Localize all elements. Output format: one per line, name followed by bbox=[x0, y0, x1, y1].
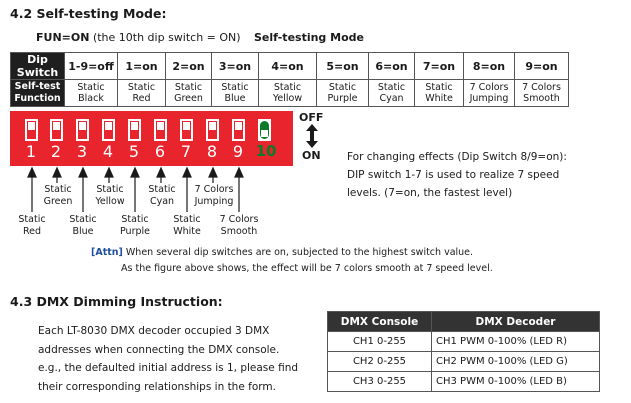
arrowhead bbox=[183, 168, 191, 177]
effects-line: DIP switch 1-7 is used to realize 7 speed bbox=[347, 169, 560, 181]
attn-text-2: As the figure above shows, the effect will be 7 colors smooth at 7 speed level. bbox=[121, 263, 493, 274]
section-title-self-testing: 4.2 Self-testing Mode: bbox=[10, 6, 167, 21]
label-static-green: Static Green bbox=[43, 184, 73, 207]
table-cell: CH1 PWM 0-100% (LED R) bbox=[432, 332, 600, 352]
table-cell: CH3 0-255 bbox=[328, 372, 432, 392]
table-header-cell: 3=on bbox=[212, 53, 259, 80]
fun-on-label: FUN=ON bbox=[36, 31, 90, 44]
label-static-red: Static Red bbox=[18, 214, 46, 237]
dmx-table bbox=[327, 311, 600, 392]
label-7-colors-smooth: 7 Colors Smooth bbox=[219, 214, 259, 237]
self-test-function-header: Self-test Function bbox=[11, 80, 65, 107]
fun-on-note: (the 10th dip switch = ON) bbox=[92, 31, 241, 44]
table-header-cell: 4=on bbox=[259, 53, 317, 80]
table-header-cell: 9=on bbox=[515, 53, 569, 80]
dip-number: 1 bbox=[25, 142, 37, 161]
arrowhead bbox=[79, 168, 87, 177]
arrowhead bbox=[105, 168, 113, 177]
arrowhead bbox=[209, 168, 217, 177]
table-cell: Static Cyan bbox=[369, 80, 415, 107]
dmx-console-header: DMX Console bbox=[328, 312, 432, 332]
arrowhead bbox=[53, 168, 61, 177]
dmx-paragraph-line: their corresponding relationships in the form. bbox=[38, 380, 276, 393]
arrowhead bbox=[28, 168, 36, 177]
table-cell: Static Blue bbox=[212, 80, 259, 107]
dip-number: 2 bbox=[50, 142, 62, 161]
dmx-paragraph-line: addresses when connecting the DMX console. bbox=[38, 343, 280, 356]
dip-switch-header: Dip Switch bbox=[11, 53, 65, 80]
label-static-blue: Static Blue bbox=[69, 214, 97, 237]
table-header-cell: 5=on bbox=[317, 53, 369, 80]
effects-line: levels. (7=on, the fastest level) bbox=[347, 187, 513, 199]
table-cell: CH1 0-255 bbox=[328, 332, 432, 352]
dip-number: 4 bbox=[102, 142, 114, 161]
arrowhead bbox=[157, 168, 165, 177]
table-row bbox=[328, 352, 600, 372]
section-title-dmx: 4.3 DMX Dimming Instruction: bbox=[10, 294, 223, 309]
table-row bbox=[328, 332, 600, 352]
table-header-cell: 1-9=off bbox=[65, 53, 118, 80]
label-static-white: Static White bbox=[173, 214, 201, 237]
label-static-yellow: Static Yellow bbox=[95, 184, 125, 207]
attn-text-1: When several dip switches are on, subjected to the highest switch value. bbox=[122, 247, 474, 258]
table-row bbox=[328, 372, 600, 392]
dip-number: 5 bbox=[128, 142, 140, 161]
dip-number: 6 bbox=[154, 142, 166, 161]
dip-number: 3 bbox=[76, 142, 88, 161]
table-cell: 7 Colors Smooth bbox=[515, 80, 569, 107]
table-header-cell: 7=on bbox=[415, 53, 464, 80]
table-cell: Static White bbox=[415, 80, 464, 107]
table-cell: Static Green bbox=[166, 80, 212, 107]
off-label: OFF bbox=[299, 111, 324, 124]
dip-number: 7 bbox=[180, 142, 192, 161]
dip-number: 8 bbox=[206, 142, 218, 161]
table-cell: CH2 PWM 0-100% (LED G) bbox=[432, 352, 600, 372]
dmx-decoder-header: DMX Decoder bbox=[432, 312, 600, 332]
table-cell: Static Yellow bbox=[259, 80, 317, 107]
table-cell: Static Black bbox=[65, 80, 118, 107]
table-cell: CH3 PWM 0-100% (LED B) bbox=[432, 372, 600, 392]
table-cell: CH2 0-255 bbox=[328, 352, 432, 372]
table-header-cell: 2=on bbox=[166, 53, 212, 80]
table-header-cell: 8=on bbox=[464, 53, 515, 80]
dmx-paragraph-line: e.g., the defaulted initial address is 1, please find bbox=[38, 362, 299, 374]
table-cell: 7 Colors Jumping bbox=[464, 80, 515, 107]
self-testing-mode-title: Self-testing Mode bbox=[254, 31, 364, 44]
dip-number: 10 bbox=[255, 142, 277, 160]
dmx-table-header-row bbox=[328, 312, 600, 332]
dmx-paragraph bbox=[38, 322, 298, 396]
table-cell: Static Red bbox=[118, 80, 166, 107]
attn-tag: [Attn] bbox=[91, 247, 123, 258]
table-header-cell: 1=on bbox=[118, 53, 166, 80]
dip-number: 9 bbox=[232, 142, 244, 161]
dmx-paragraph-line: Each LT-8030 DMX decoder occupied 3 DMX bbox=[38, 325, 270, 337]
on-label: ON bbox=[302, 149, 321, 162]
table-header-cell: 6=on bbox=[369, 53, 415, 80]
label-static-cyan: Static Cyan bbox=[148, 184, 176, 207]
effects-line: For changing effects (Dip Switch 8/9=on): bbox=[347, 151, 567, 163]
arrowhead bbox=[235, 168, 243, 177]
attn-line-1 bbox=[91, 247, 473, 258]
label-7-colors-jumping: 7 Colors Jumping bbox=[194, 184, 234, 207]
table-cell: Static Purple bbox=[317, 80, 369, 107]
arrowhead bbox=[131, 168, 139, 177]
label-static-purple: Static Purple bbox=[119, 214, 150, 237]
